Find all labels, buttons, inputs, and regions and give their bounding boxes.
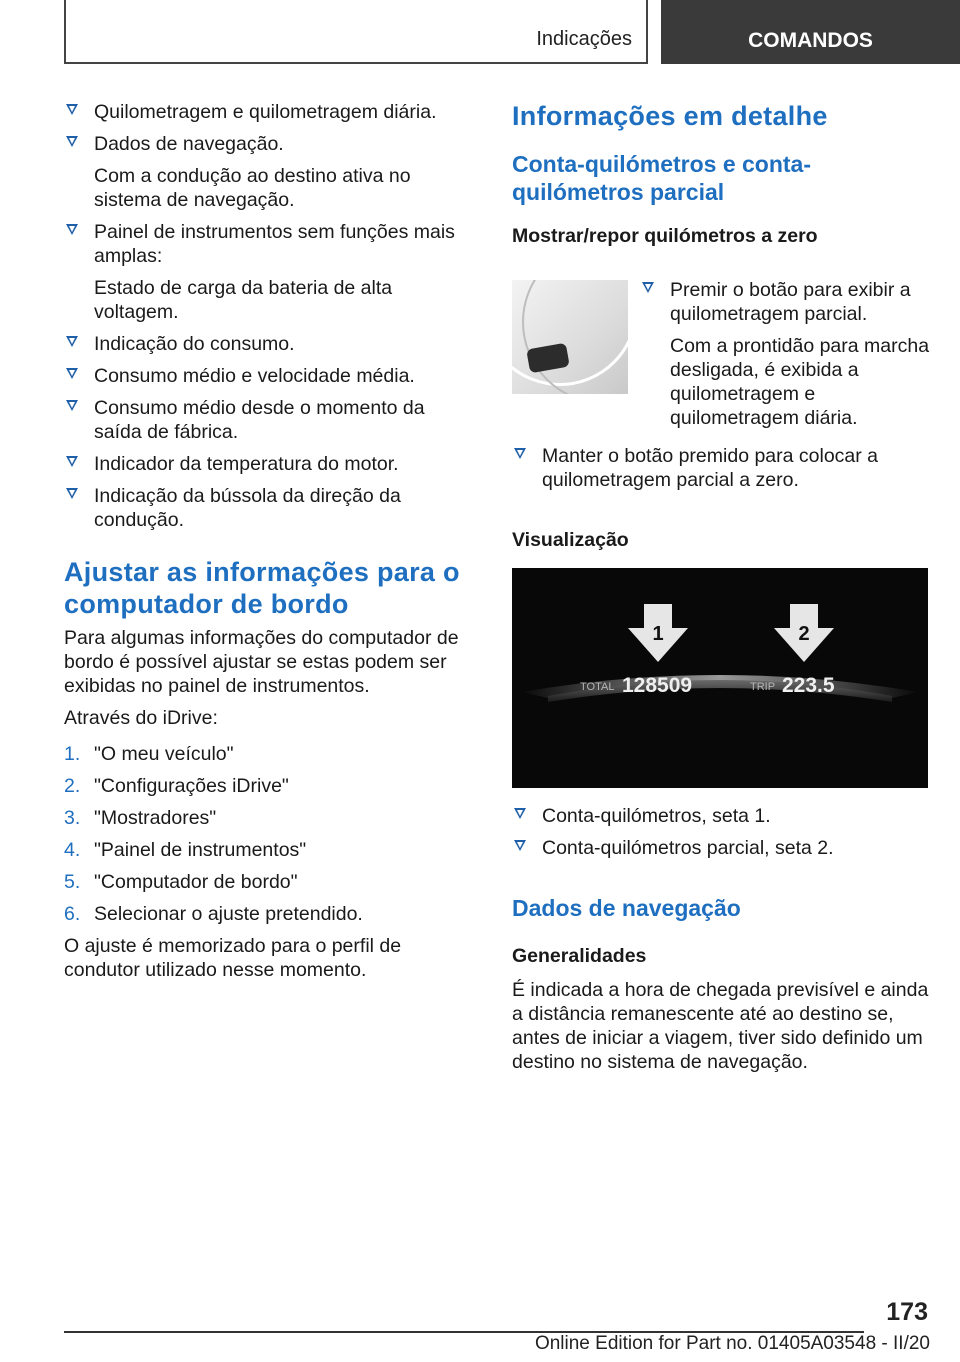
step-item: 5. "Computador de bordo" [64,871,298,893]
trip-value: 223.5 [782,674,835,697]
triangle-bullet-icon [514,448,526,459]
arrow-2-label: 2 [798,623,810,645]
step-item: 2. "Configurações iDrive" [64,775,289,797]
page-number: 173 [886,1298,928,1326]
topic-heading: Mostrar/repor quilómetros a zero [512,225,818,247]
list-item: Premir o botão para exibir a quilometragem parcial. [640,278,930,326]
instrument-display-image [512,568,928,788]
subsection-heading: Dados de navegação [512,895,741,921]
list-item: Indicação do consumo. [64,332,476,356]
list-item: Indicador da temperatura do motor. [64,452,476,476]
via-label: Através do iDrive: [64,707,218,729]
trip-label: TRIP [750,681,776,693]
topic-heading: Generalidades [512,945,647,967]
list-item: Quilometragem e quilometragem diária. [64,100,476,124]
intro-paragraph: Para algumas informações do computador de bordo é possível ajustar se estas podem ser exibidas no painel de instrumentos. [64,627,459,697]
list-item-detail: Com a condução ao destino ativa no sistema de navegação. [94,165,411,211]
list-item-detail: Estado de carga da bateria de alta voltagem. [94,277,393,323]
triangle-bullet-icon [514,808,526,819]
odometer-button-image [512,280,628,394]
odometer-display-graphic [512,568,928,788]
triangle-bullet-icon [66,136,78,147]
step-item: 1. "O meu veículo" [64,743,234,765]
navigation-section [512,894,930,1082]
step-item: 6. Selecionar o ajuste pretendido. [64,903,363,925]
total-label: TOTAL [580,681,615,693]
subsection-heading: Conta-quilómetros e conta-quilómetros parcial [512,151,812,205]
list-item-detail: Com a prontidão para marcha desligada, é exibida a quilometragem e quilometragem diária. [670,335,930,429]
header-box [64,0,648,64]
section-title: Indicações [536,28,632,50]
triangle-bullet-icon [642,282,654,293]
triangle-bullet-icon [66,336,78,347]
section-heading: Informações em detalhe [512,101,828,131]
list-item: Consumo médio e velocidade média. [64,364,476,388]
list-item: Manter o botão premido para colocar a quilometragem parcial a zero. [512,444,930,492]
triangle-bullet-icon [66,400,78,411]
triangle-bullet-icon [66,368,78,379]
list-item: Conta-quilómetros, seta 1. [512,804,930,828]
triangle-bullet-icon [514,840,526,851]
step-item: 3. "Mostradores" [64,807,217,829]
list-item: Indicação da bússola da direção da condução. [64,484,476,532]
right-column [512,100,930,1073]
triangle-bullet-icon [66,456,78,467]
step-item: 4. "Painel de instrumentos" [64,839,307,861]
triangle-bullet-icon [66,104,78,115]
view-list [512,804,930,868]
topic-heading: Visualização [512,529,629,551]
edition-note: Online Edition for Part no. 01405A03548 - II/20 [534,1333,930,1354]
navigation-paragraph: É indicada a hora de chegada previsível e ainda a distância remanescente até ao destino se, antes de iniciar a viagem, tiver sido definido um destino no sistema de navegação. [512,979,929,1073]
section-heading: Ajustar as informações para o computador de bordo [64,557,460,619]
note-paragraph: O ajuste é memorizado para o perfil de condutor utilizado nesse momento. [64,935,402,981]
list-item: Conta-quilómetros parcial, seta 2. [512,836,930,860]
left-column [64,100,476,990]
chapter-tab: COMANDOS [661,0,960,64]
list-item: Dados de navegação. [64,132,476,156]
press-instructions [640,278,930,438]
hold-instruction [512,444,930,500]
triangle-bullet-icon [66,224,78,235]
arrow-1-label: 1 [652,623,664,645]
list-item: Painel de instrumentos sem funções mais amplas: [64,220,476,268]
total-value: 128509 [622,674,693,697]
list-item: Consumo médio desde o momento da saída de fábrica. [64,396,476,444]
triangle-bullet-icon [66,488,78,499]
